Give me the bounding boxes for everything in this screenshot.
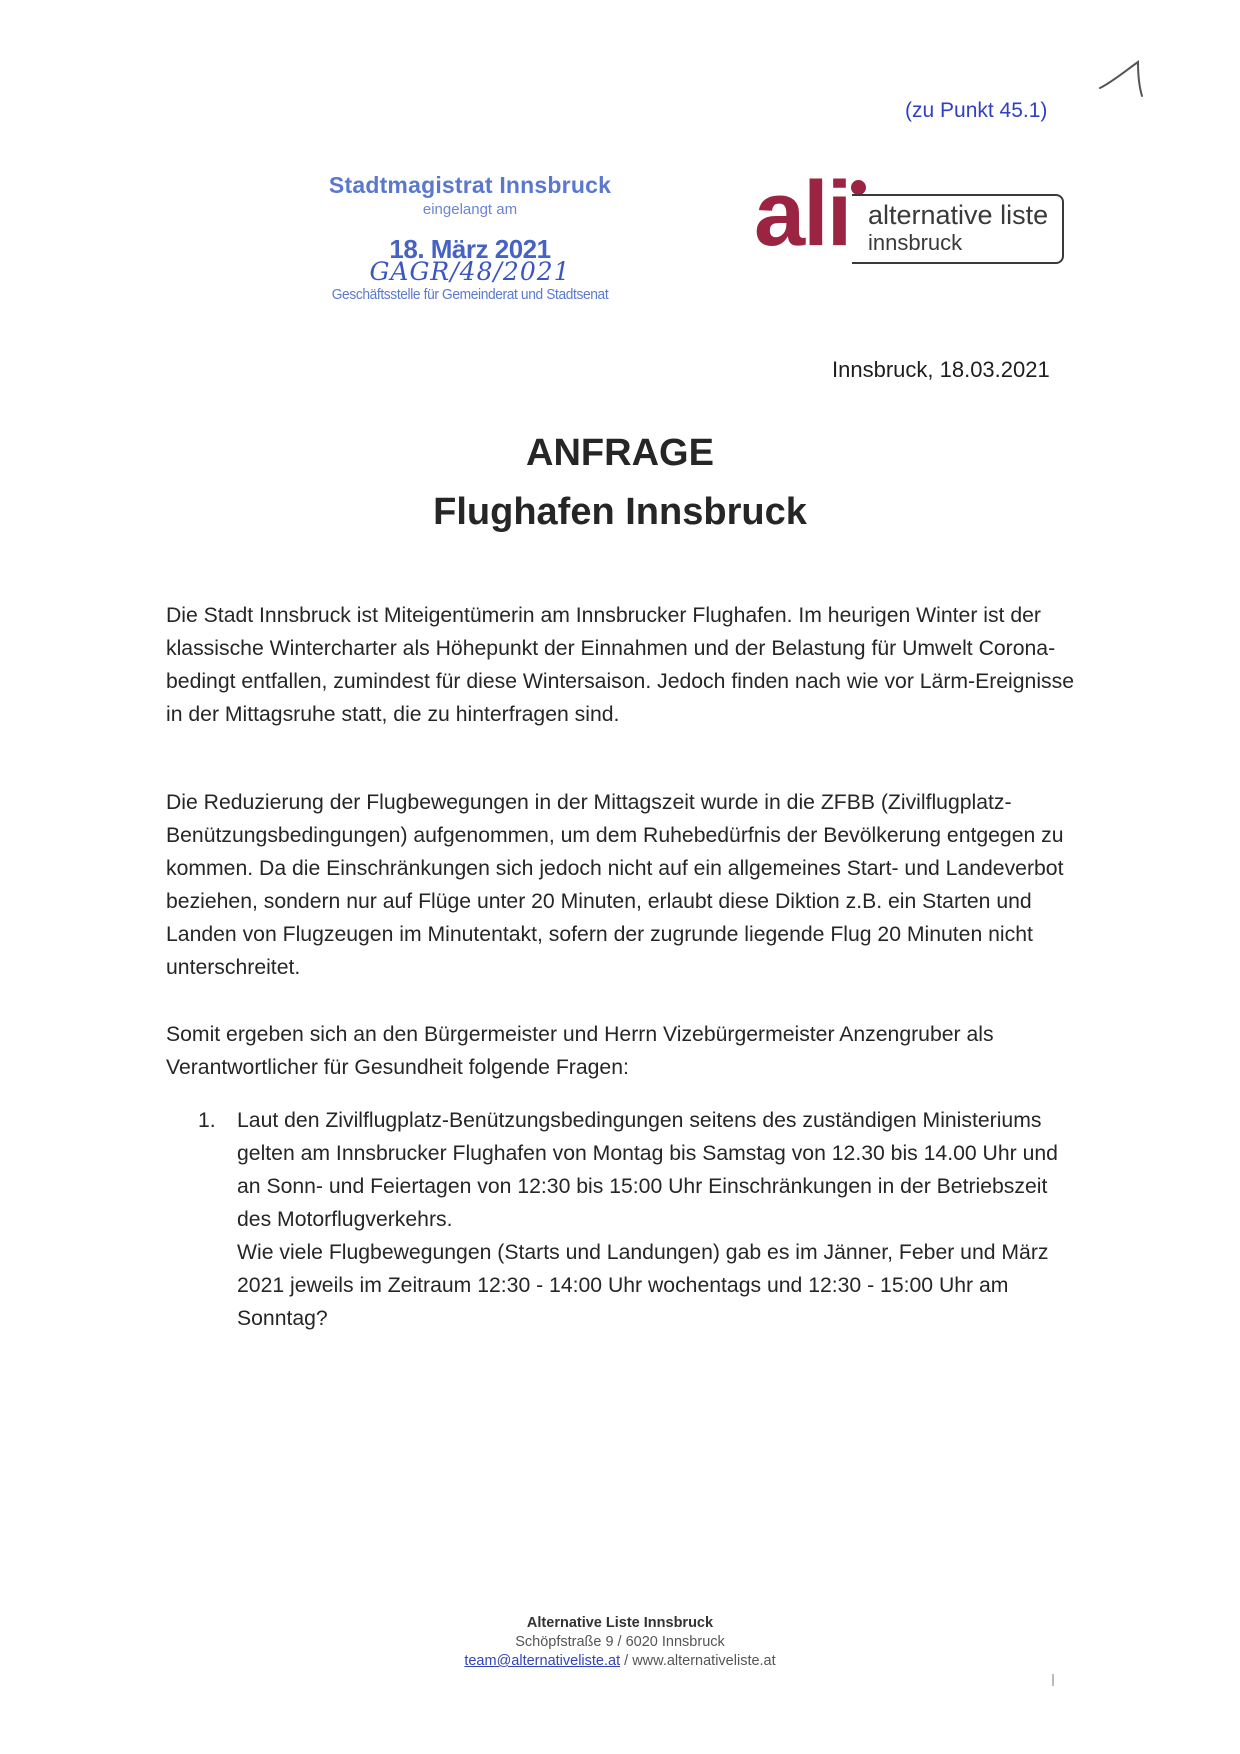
agenda-reference: (zu Punkt 45.1) <box>905 99 1048 122</box>
footer <box>0 1614 1240 1671</box>
receipt-stamp <box>320 172 620 303</box>
paragraph-regulation: Die Reduzierung der Flugbewegungen in der Mittagszeit wurde in die ZFBB (Zivilflugplatz-Benützungsbedingungen) aufgenommen, um dem Ruhebedürfnis der Bevölkerung entgegen zu kommen. Da die Einschränkungen sich jedoch nicht auf ein allgemeines Start- und Landeverbot beziehen, sondern nur auf Flüge unter 20 Minuten, erlaubt diese Diktion z.B. ein Starten und Landen von Flugzeugen im Minutentakt, sofern der zugrunde liegende Flug 20 Minuten nicht unterschreitet. <box>166 791 1064 979</box>
logo-line-1: alternative liste <box>868 200 1049 230</box>
footer-email-link[interactable]: team@alternativeliste.at <box>464 1653 621 1669</box>
logo-mark: ali <box>754 163 851 265</box>
footer-organization: Alternative Liste Innsbruck <box>526 1615 714 1631</box>
question-item <box>237 1104 1067 1335</box>
handwritten-page-number <box>1098 58 1146 98</box>
place-date: Innsbruck, 18.03.2021 <box>832 357 1050 382</box>
document-subtitle: Flughafen Innsbruck <box>433 491 807 533</box>
alternative-liste-logo <box>754 163 1074 272</box>
footer-website-link[interactable]: www.alternativeliste.at <box>632 1653 776 1669</box>
stamp-handwritten-reference: GAGR/48/2021 <box>369 257 571 286</box>
paragraph-questions-intro: Somit ergeben sich an den Bürgermeister und Herrn Vizebürgermeister Anzengruber als Verantwortlicher für Gesundheit folgende Fragen: <box>166 1023 994 1079</box>
question-number: 1. <box>198 1109 216 1132</box>
page-edge-mark <box>1052 1674 1055 1686</box>
footer-contact <box>0 1652 1240 1671</box>
question-context: Laut den Zivilflugplatz-Benützungsbedingungen seitens des zuständigen Ministeriums gelten am Innsbrucker Flughafen von Montag bis Samstag von 12.30 bis 14.00 Uhr und an Sonn- und Feiertagen von 12:30 bis 15:00 Uhr Einschränkungen in der Betriebszeit des Motorflugverkehrs. <box>237 1109 1058 1231</box>
stamp-date: 18. März 2021 <box>389 234 551 264</box>
stamp-office: Stadtmagistrat Innsbruck <box>328 172 612 198</box>
paragraph-intro: Die Stadt Innsbruck ist Miteigentümerin am Innsbrucker Flughafen. Im heurigen Winter ist der klassische Wintercharter als Höhepunkt der Einnahmen und der Belastung für Umwelt Corona-bedingt entfallen, zumindest für diese Wintersaison. Jedoch finden nach wie vor Lärm-Ereignisse in der Mittagsruhe statt, die zu hinterfragen sind. <box>166 604 1075 726</box>
stamp-department: Geschäftsstelle für Gemeinderat und Stadtsenat <box>331 287 609 303</box>
stamp-received-label: eingelangt am <box>422 201 518 218</box>
logo-line-2: innsbruck <box>868 230 963 255</box>
footer-separator: / <box>620 1653 633 1669</box>
question-text: Wie viele Flugbewegungen (Starts und Landungen) gab es im Jänner, Feber und März 2021 jeweils im Zeitraum 12:30 - 14:00 Uhr wochentags und 12:30 - 15:00 Uhr am Sonntag? <box>237 1241 1049 1330</box>
document-title: ANFRAGE <box>526 432 714 474</box>
footer-address: Schöpfstraße 9 / 6020 Innsbruck <box>515 1634 725 1650</box>
logo-dot <box>851 180 866 195</box>
